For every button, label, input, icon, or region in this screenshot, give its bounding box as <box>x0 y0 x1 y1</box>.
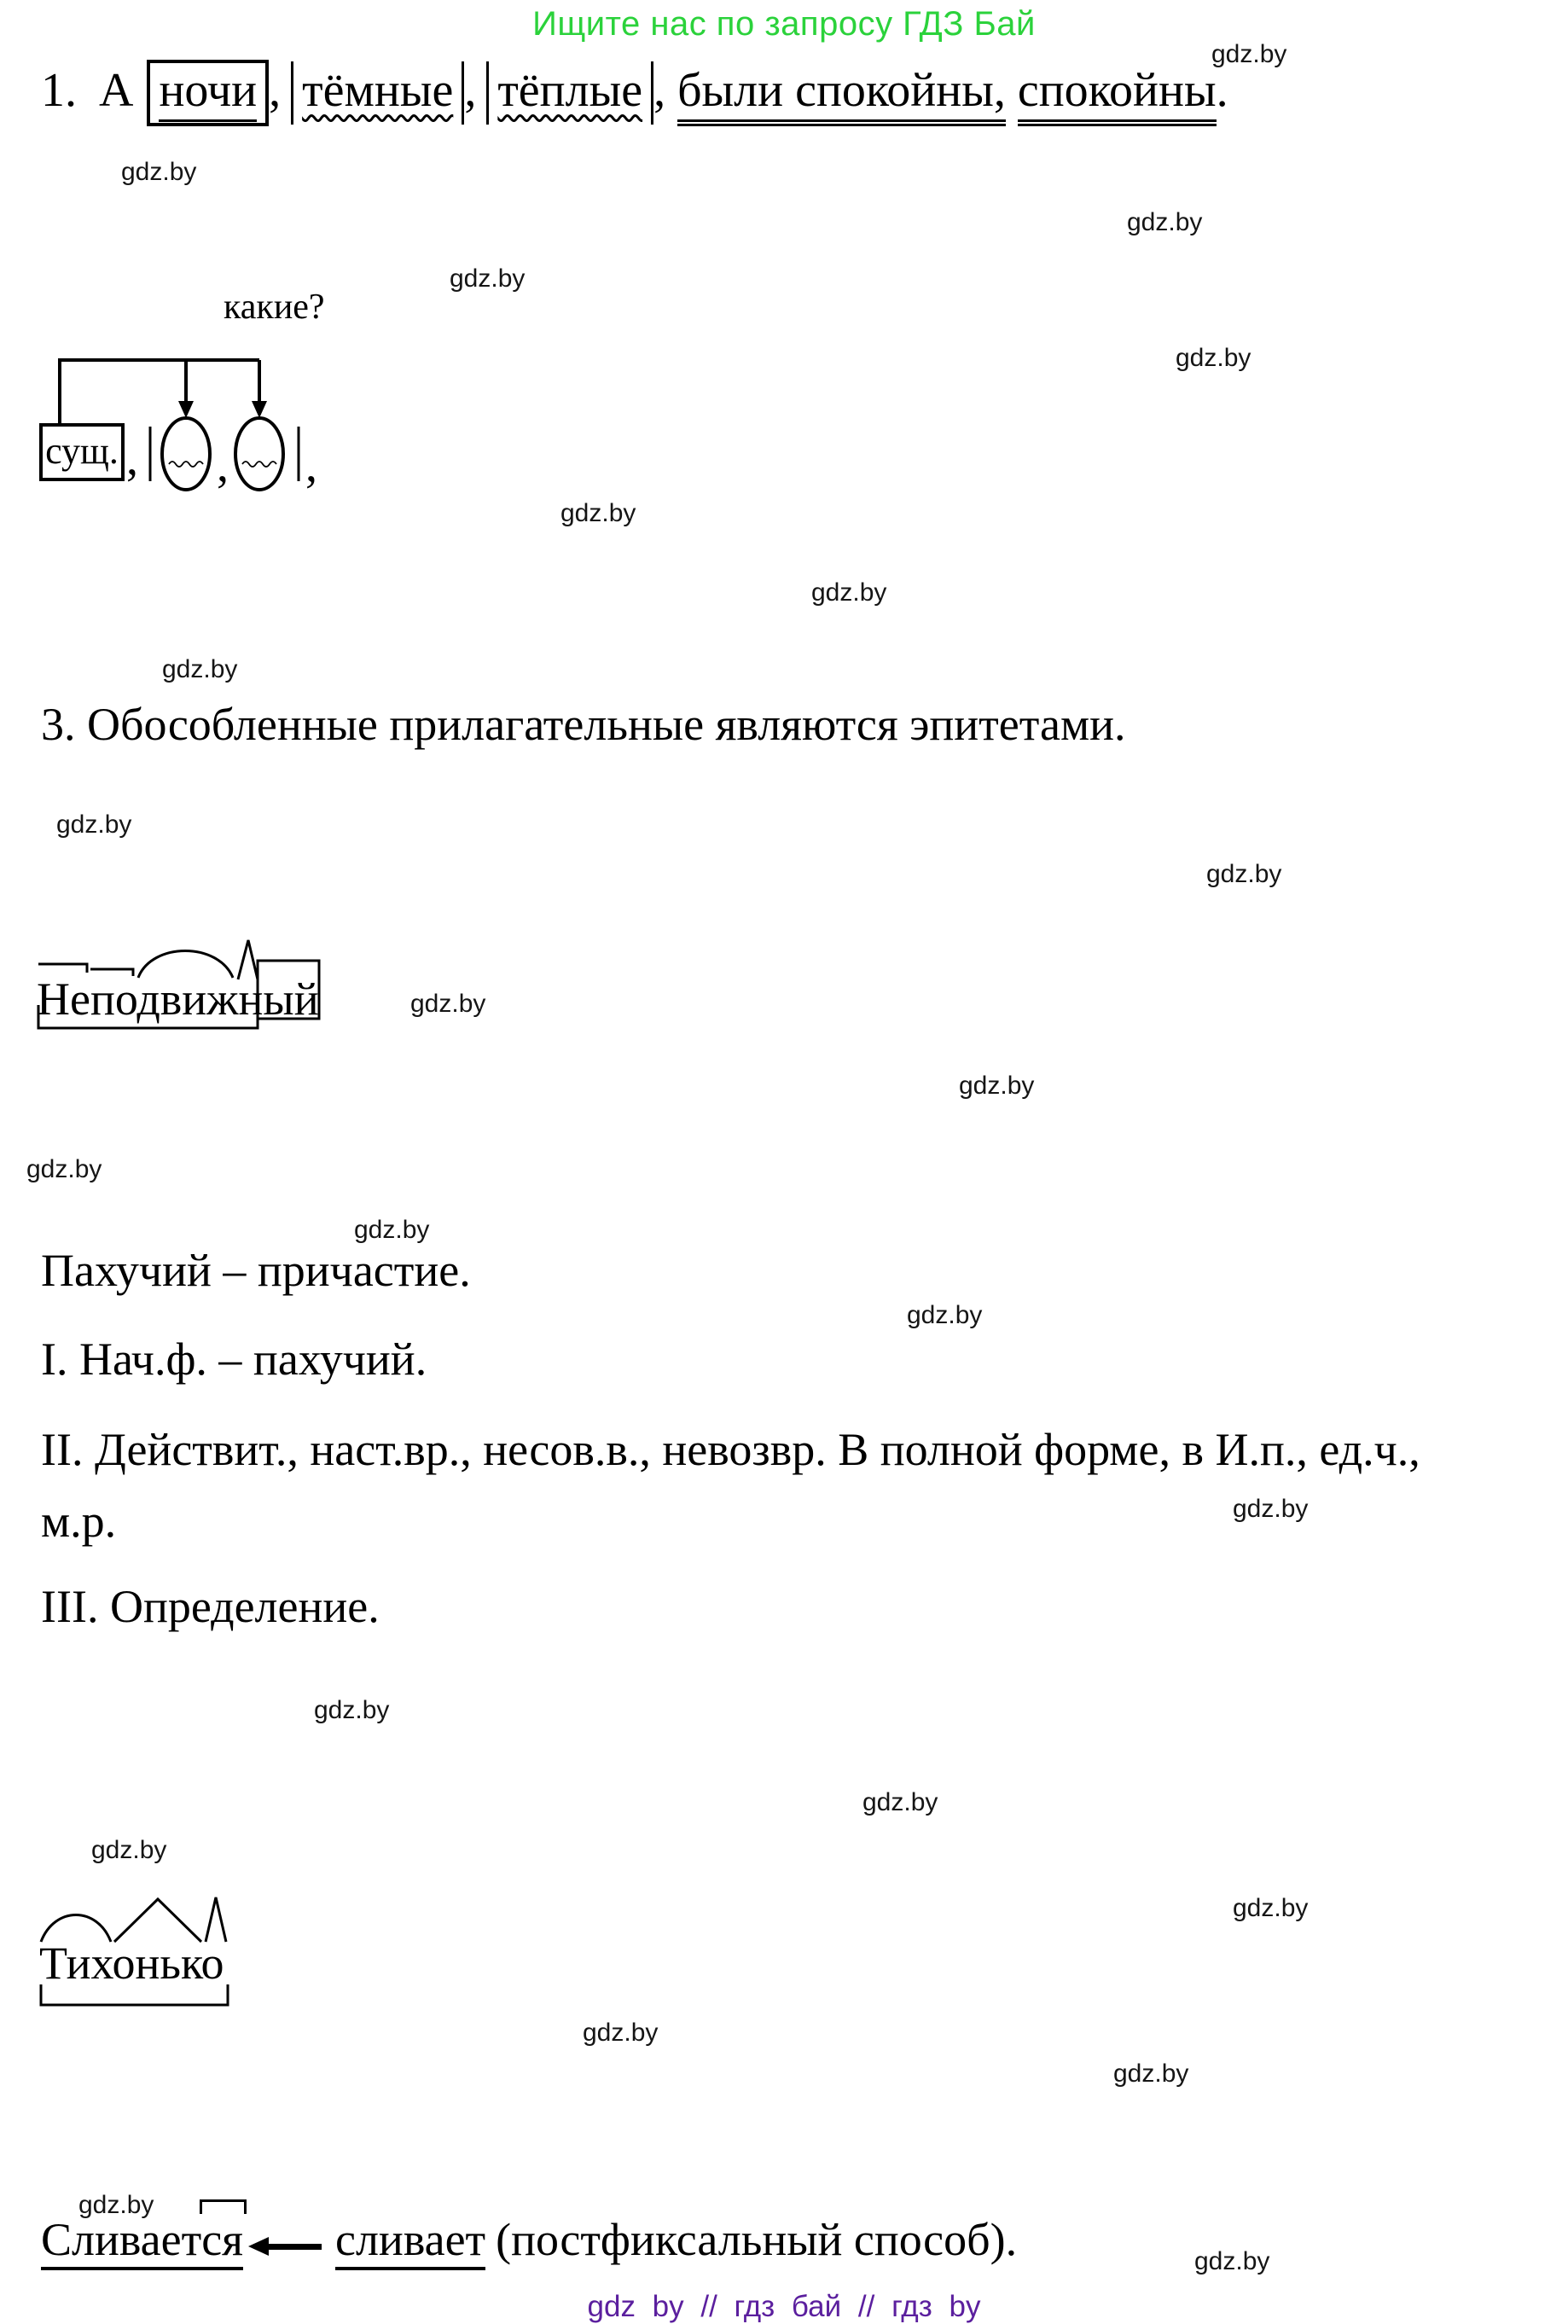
watermark: gdz.by <box>121 158 197 186</box>
derived-word <box>41 2214 243 2270</box>
analysis-line-i: I. Нач.ф. – пахучий. <box>41 1333 427 1385</box>
comma: , <box>653 64 666 117</box>
watermark: gdz.by <box>1176 344 1251 372</box>
arrow-down-icon <box>178 401 194 418</box>
prefix-mark <box>38 964 87 973</box>
watermark: gdz.by <box>862 1788 938 1816</box>
word1-ending: ый <box>263 973 319 1025</box>
sentence-1-number: 1. <box>41 64 77 117</box>
arrow-left-icon <box>248 2237 269 2256</box>
definition-circle <box>235 418 283 490</box>
sentence-1-conjunction: А <box>99 64 134 117</box>
footer-banner: gdz by // гдз бай // гдз by <box>587 2290 981 2323</box>
site-banner: Ищите нас по запросу ГДЗ Бай <box>532 5 1036 43</box>
watermark: gdz.by <box>811 578 887 607</box>
watermark: gdz.by <box>450 264 526 293</box>
source-word: сливает <box>335 2214 485 2270</box>
watermark: gdz.by <box>959 1072 1035 1100</box>
watermark: gdz.by <box>162 655 238 683</box>
watermark: gdz.by <box>1127 208 1203 236</box>
scheme-noun-box: сущ. <box>39 423 125 481</box>
comma: , <box>126 433 138 485</box>
watermark: gdz.by <box>91 1836 167 1864</box>
word1-prefix2: по <box>90 973 137 1025</box>
word2-suffix2: о <box>200 1938 224 1989</box>
predicate-2: спокойны <box>1018 64 1217 126</box>
arrow-shaft <box>267 2244 322 2250</box>
watermark: gdz.by <box>583 2019 659 2047</box>
subject-word: ночи <box>159 64 257 126</box>
sentence-1 <box>41 60 1228 126</box>
word1-suffix: н <box>238 973 264 1025</box>
derived-stem: Сливает <box>41 2214 202 2265</box>
definition-circle <box>162 418 210 490</box>
suffix-caret <box>206 1897 226 1942</box>
analysis-line-ii: II. Действит., наст.вр., несов.в., невозвр. В полной форме, в И.п., ед.ч., <box>41 1424 1420 1475</box>
derivation-arrow <box>248 2217 323 2269</box>
comma: , <box>464 64 477 117</box>
watermark: gdz.by <box>56 810 132 839</box>
watermark: gdz.by <box>314 1696 390 1724</box>
sentence-3: 3. Обособленные прилагательные являются эпитетами. <box>41 699 1126 750</box>
word2-suffix1: оньк <box>112 1938 201 1989</box>
analysis-line-ii-cont: м.р. <box>41 1496 117 1547</box>
comma: , <box>217 439 229 492</box>
detached-definition-1: тёмные <box>291 61 464 125</box>
period: . <box>1216 64 1228 117</box>
analysis-intro: Пахучий – причастие. <box>41 1245 471 1296</box>
detached-definition-2: тёплые <box>486 61 653 125</box>
word1-root: движ <box>136 973 239 1025</box>
suffix-caret <box>114 1899 201 1942</box>
watermark: gdz.by <box>1194 2247 1270 2275</box>
analysis-line-iii: III. Определение. <box>41 1581 380 1632</box>
arrow-down-icon <box>252 401 267 418</box>
watermark: gdz.by <box>354 1216 430 1244</box>
watermark: gdz.by <box>1233 1894 1309 1922</box>
derivation-line <box>41 2213 1017 2269</box>
sentence-scheme <box>0 341 375 525</box>
word1-prefix1: Не <box>37 973 90 1025</box>
wavy-line <box>242 462 276 467</box>
watermark: gdz.by <box>410 990 486 1018</box>
predicate-1: были спокойны, <box>677 64 1006 126</box>
watermark: gdz.by <box>560 499 636 527</box>
watermark: gdz.by <box>907 1301 983 1329</box>
subject-box <box>147 60 269 126</box>
watermark: gdz.by <box>1113 2060 1189 2088</box>
scheme-question-label: какие? <box>224 288 325 327</box>
postfix-segment <box>201 2213 243 2266</box>
wavy-line <box>169 462 203 467</box>
postfix-text: ся <box>201 2214 243 2265</box>
watermark: gdz.by <box>78 2191 154 2219</box>
scheme-bracket-line <box>60 360 259 423</box>
derivation-note: (постфиксальный способ). <box>496 2214 1018 2265</box>
morpheme-word-2 <box>39 1937 224 1990</box>
word2-root: Тих <box>39 1938 113 1989</box>
morpheme-word-1 <box>37 973 319 1025</box>
watermark: gdz.by <box>1206 860 1282 888</box>
watermark: gdz.by <box>1211 40 1287 68</box>
comma: , <box>269 64 282 117</box>
comma: , <box>305 439 317 492</box>
watermark: gdz.by <box>1233 1495 1309 1523</box>
watermark: gdz.by <box>26 1155 102 1183</box>
